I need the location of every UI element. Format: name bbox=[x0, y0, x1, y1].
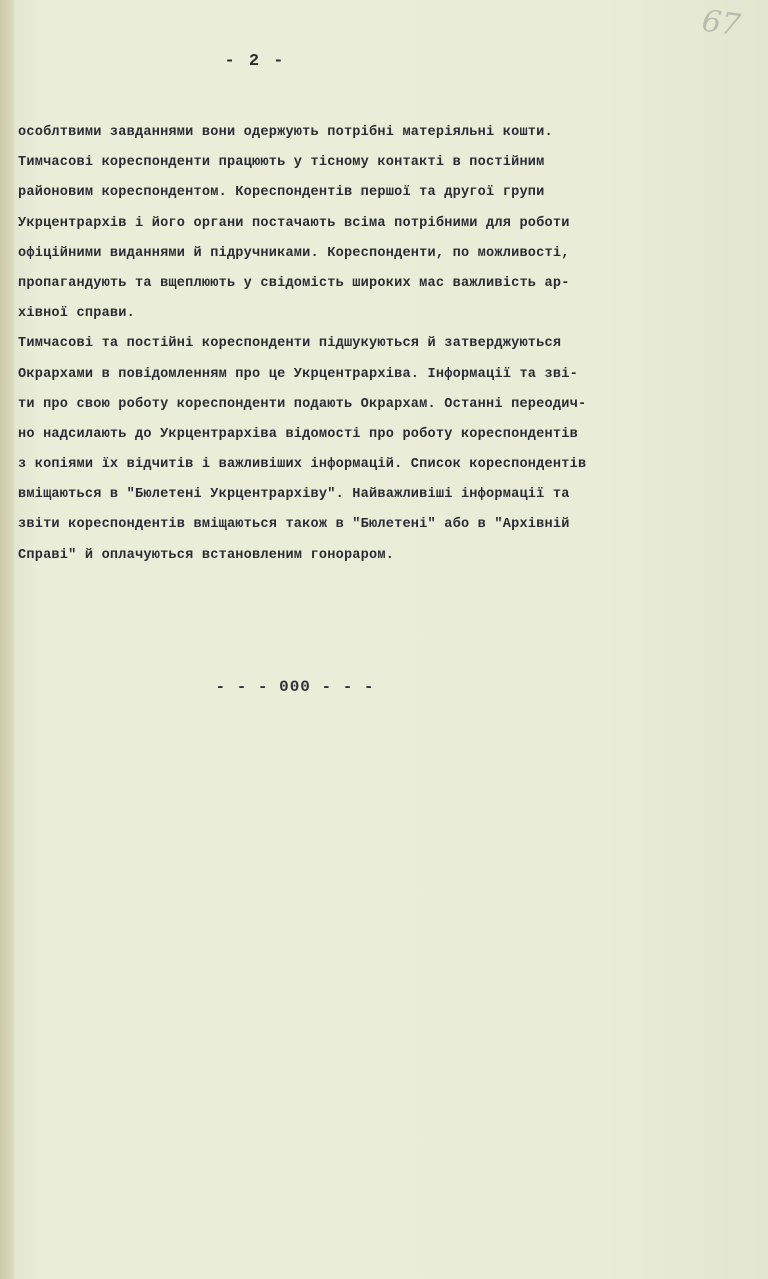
text-line: з копіями їх відчитів і важливіших інформацій. Список кореспондентів bbox=[18, 457, 587, 473]
text-line: Тимчасові кореспонденти працюють у тісному контакті в постійним bbox=[18, 155, 545, 171]
text-line: но надсилають до Укрцентрархіва відомості про роботу кореспондентів bbox=[18, 426, 578, 442]
text-line: хівної справи. bbox=[18, 306, 136, 322]
text-line: особлтвими завданнями вони одержують потрібні матеріяльні кошти. bbox=[18, 125, 553, 140]
page-edge bbox=[0, 0, 14, 1279]
text-line: Справі" й оплачуються встановленим гонораром. bbox=[18, 547, 395, 563]
text-line: звіти кореспондентів вміщаються також в "Бюлетені" або в "Архівній bbox=[18, 517, 570, 533]
archive-page-mark: 67 bbox=[699, 3, 743, 44]
body-text bbox=[18, 118, 758, 571]
text-line: Укрцентрархів і його органи постачають всіма потрібними для роботи bbox=[18, 215, 570, 231]
text-line: районовим кореспондентом. Кореспондентів першої та другої групи bbox=[18, 185, 545, 201]
text-line: ти про свою роботу кореспонденти подають Окрархам. Останні переодич- bbox=[18, 396, 587, 412]
text-line: Тимчасові та постійні кореспонденти підшукуються й затверджуються bbox=[18, 336, 562, 352]
text-line: пропагандують та вщеплюють у свідомість широких мас важливість ар- bbox=[18, 275, 570, 291]
text-line: офіційними виданнями й підручниками. Кореспонденти, по можливості, bbox=[18, 245, 570, 261]
end-separator: - - - 000 - - - bbox=[215, 678, 375, 696]
text-line: Окрархами в повідомленням про це Укрцентрархіва. Інформації та зві- bbox=[18, 366, 578, 382]
text-line: вміщаються в "Бюлетені Укрцентрархіву". Найважливіші інформації та bbox=[18, 487, 570, 503]
page-number: - 2 - bbox=[224, 52, 286, 71]
